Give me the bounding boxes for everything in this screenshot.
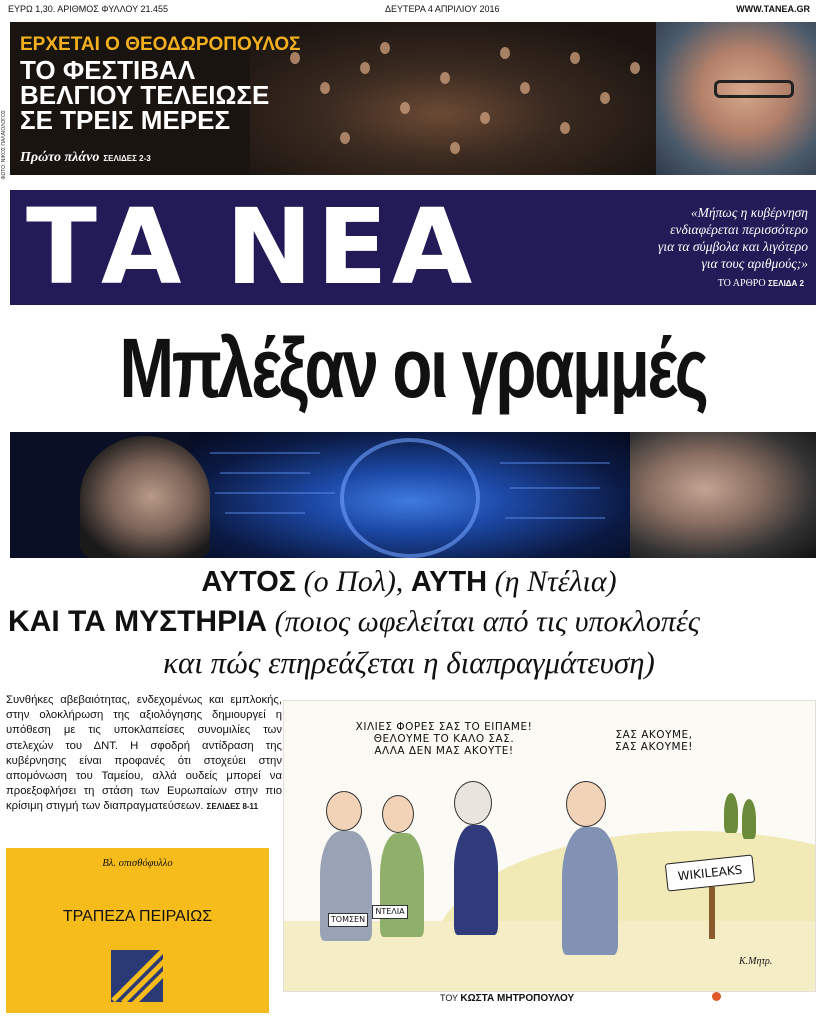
subheadline-line-3 [0,645,818,681]
promo-banner[interactable] [10,22,816,175]
sub-bold: ΑΥΤΟΣ [201,566,297,598]
promo-headline-line: ΣΕ ΤΡΕΙΣ ΜΕΡΕΣ [20,105,231,135]
article-pages: ΣΕΛΙΔΕΣ 8-11 [206,802,259,812]
man-portrait [630,432,816,558]
cartoon-credit [440,993,574,1004]
promo-headline [20,55,270,135]
figure-head [326,791,362,831]
bubble-line: ΣΑΣ ΑΚΟΥΜΕ, [615,729,693,741]
speech-bubble-right [584,729,724,753]
bank-ad[interactable] [6,848,269,1013]
quote-line: για τα σύμβολα και λιγότερο [658,239,808,254]
figure-head [566,781,606,827]
bubble-line: ΣΑΣ ΑΚΟΥΜΕ! [615,741,693,753]
bank-name: ΤΡΑΠΕΖΑ ΠΕΙΡΑΙΩΣ [62,908,213,925]
article-body[interactable] [6,693,282,815]
website-link[interactable]: WWW.TANEA.GR [736,4,810,14]
promo-headline-line: ΤΟ ΦΕΣΤΙΒΑΛ [20,55,196,85]
sub-italic: (ο Πολ), [296,565,411,598]
see-back-note: Βλ. οπισθόφυλλο [102,858,173,869]
bag-label-right: ΝΤΕΛΙΑ [372,905,408,919]
main-headline[interactable]: Μπλέξαν οι γραμμές [119,321,707,415]
sign-post [709,887,715,939]
figure-head [454,781,492,825]
sub-italic: και πώς επηρεάζεται η διαπραγμάτευση) [163,645,655,680]
sub-bold: ΑΥΤΗ [410,566,488,598]
sub-italic: (ποιος ωφελείται από τις υποκλοπές [267,605,700,638]
woman-figure [454,825,498,935]
cartoonist-signature: Κ.Μητρ. [739,956,773,967]
wikileaks-sign: WIKILEAKS [665,854,755,891]
promo-headline-line: ΒΕΛΓΙΟΥ ΤΕΛΕΙΩΣΕ [20,80,270,110]
speech-bubble-left [314,721,574,757]
newspaper-logo[interactable]: ΤΑ ΝΕΑ [26,186,477,308]
article-text: Συνθήκες αβεβαιότητας, ενδεχομένως και εμπλοκής, στην ολοκλήρωση της αξιολόγησης δημιουργεί η υπόθεση με τις υποκλαπείσες συνομιλίες των στελεχών του ΔΝΤ. Η σφοδρή αντίδραση της κυβέρνησης είναι προφανές ότι στοχεύει στην απομόνωση του Ταμείου, αλλά ουδείς μπορεί να προεξοφλήσει τη στάση των Ευρωπαίων στην πιο κρίσιμη στιγμή των διαπραγματεύσεων. [6,694,282,813]
tree-icon [742,799,756,839]
promo-pages: ΣΕΛΙΔΕΣ 2-3 [103,154,151,163]
masthead [10,186,816,308]
quote-line: ενδιαφέρεται περισσότερο [670,222,808,237]
sub-bold: ΚΑΙ ΤΑ ΜΥΣΤΗΡΙΑ [8,605,268,638]
bubble-line: ΘΕΛΟΥΜΕ ΤΟ ΚΑΛΟ ΣΑΣ. [373,733,515,745]
promo-kicker: ΕΡΧΕΤΑΙ Ο ΘΕΟΔΩΡΟΠΟΥΛΟΣ [20,34,301,55]
tree-icon [724,793,738,833]
man-figure [562,827,618,955]
article-page: ΣΕΛΙΔΑ 2 [768,279,804,288]
bubble-line: ΑΛΛΑ ΔΕΝ ΜΑΣ ΑΚΟΥΤΕ! [374,745,514,757]
credit-name: ΚΩΣΤΑ ΜΗΤΡΟΠΟΥΛΟΥ [460,993,575,1004]
credit-prefix: ΤΟΥ [440,993,458,1003]
man-portrait-photo [656,22,816,175]
festival-crowd-photo [250,22,670,175]
promo-section-label: Πρώτο πλάνο [20,150,100,165]
issue-date: ΔΕΥΤΕΡΑ 4 ΑΠΡΙΛΙΟΥ 2016 [385,4,500,14]
political-cartoon [283,700,816,992]
figure-head [382,795,414,833]
digital-ring-shape [340,438,480,558]
article-label: ΤΟ ΑΡΘΡΟ [717,278,766,289]
bank-logo-icon [111,950,163,1002]
woman-figure [380,833,424,937]
quote-line: για τους αριθμούς;» [701,256,808,271]
woman-portrait [80,436,210,558]
quote-line: «Μήπως η κυβέρνηση [690,205,808,220]
price-issue: ΕΥΡΩ 1,30. ΑΡΙΘΜΟΣ ΦΥΛΛΟΥ 21.455 [8,4,168,14]
subheadline-line-1 [0,565,818,599]
sub-italic: (η Ντέλια) [487,565,617,598]
glasses-shape [714,80,794,98]
article-ref [718,278,804,289]
subheadline-line-2 [8,605,818,639]
bullet-dot-icon [712,992,721,1001]
bag-label-left: ΤΟΜΣΕΝ [328,913,368,927]
promo-section [20,150,151,166]
top-info-bar [0,0,818,18]
photo-credit: ΦΩΤΟ: ΝΙΚΟΣ ΠΑΛΑΙΟΛΟΓΟΣ [1,110,7,180]
editorial-quote[interactable] [558,204,808,272]
lead-photo [10,432,816,558]
bubble-line: ΧΙΛΙΕΣ ΦΟΡΕΣ ΣΑΣ ΤΟ ΕΙΠΑΜΕ! [355,721,533,733]
